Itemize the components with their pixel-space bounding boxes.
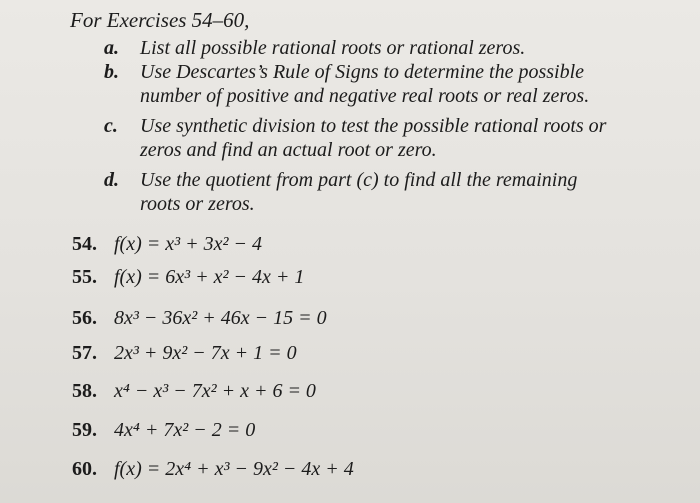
exercise-60: [72, 454, 354, 484]
exercise-59: [72, 415, 255, 445]
instruction-letter: c.: [104, 115, 118, 137]
instruction-letter: a.: [104, 37, 119, 59]
exercise-55: [72, 262, 304, 292]
exercise-number: 57.: [72, 342, 97, 364]
exercise-54: [72, 229, 262, 259]
exercise-equation: 2x³ + 9x² − 7x + 1 = 0: [114, 342, 297, 364]
exercise-equation: f(x) = 2x⁴ + x³ − 9x² − 4x + 4: [114, 458, 354, 480]
exercise-equation: x⁴ − x³ − 7x² + x + 6 = 0: [114, 380, 316, 402]
instruction-text: Use the quotient from part (c) to find all the remaining: [140, 169, 578, 191]
instruction-text: Use Descartes’s Rule of Signs to determine the possible: [140, 61, 585, 83]
instruction-letter: b.: [104, 61, 119, 83]
exercises-heading: For Exercises 54–60,: [70, 8, 250, 32]
instruction-text-continued: roots or zeros.: [140, 193, 255, 215]
exercise-number: 58.: [72, 380, 97, 402]
exercise-equation: f(x) = 6x³ + x² − 4x + 1: [114, 266, 305, 288]
exercise-equation: 8x³ − 36x² + 46x − 15 = 0: [114, 307, 327, 329]
exercise-57: [72, 338, 297, 368]
instruction-text-continued: zeros and find an actual root or zero.: [140, 139, 437, 161]
instruction-b: [104, 60, 589, 108]
exercise-number: 55.: [72, 266, 97, 288]
instruction-a: [104, 36, 525, 60]
exercise-number: 59.: [72, 419, 97, 441]
exercise-equation: f(x) = x³ + 3x² − 4: [114, 233, 262, 255]
instruction-c: [104, 114, 606, 162]
instruction-d: [104, 168, 577, 216]
exercise-equation: 4x⁴ + 7x² − 2 = 0: [114, 419, 256, 441]
exercise-58: [72, 376, 316, 406]
instruction-text: Use synthetic division to test the possible rational roots or: [140, 115, 607, 137]
instruction-letter: d.: [104, 169, 119, 191]
exercise-number: 56.: [72, 307, 97, 329]
exercise-number: 60.: [72, 458, 97, 480]
instruction-text: List all possible rational roots or rational zeros.: [140, 37, 526, 59]
exercise-number: 54.: [72, 233, 97, 255]
exercise-56: [72, 303, 327, 333]
instruction-text-continued: number of positive and negative real roots or real zeros.: [140, 85, 590, 107]
